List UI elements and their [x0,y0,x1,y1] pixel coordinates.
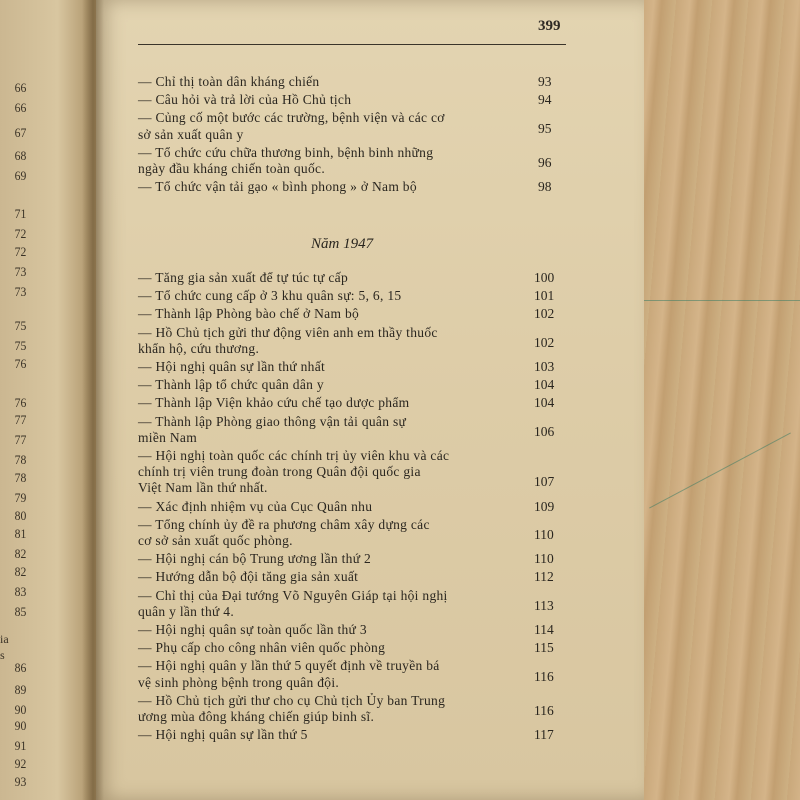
toc-page-number: 93 [538,74,552,89]
left-page-number: 77 [14,432,27,447]
left-page-number: 66 [14,80,27,95]
toc-entry-line: cơ sở sản xuất quốc phòng. [138,533,293,548]
toc-page-number: 117 [534,727,554,743]
toc-page-number: 114 [534,622,554,637]
page-number: 399 [538,18,561,34]
toc-entry-line: — Hội nghị quân sự lần thứ 5 [138,727,308,743]
toc-page-number: 104 [534,395,555,411]
toc-entry-line: — Hướng dẫn bộ đội tăng gia sản xuất [138,569,359,585]
left-page-number: 68 [14,148,27,163]
left-page-number: 90 [14,702,27,717]
toc-entry-line: quân y lần thứ 4. [138,603,235,619]
wooden-surface [640,0,800,800]
toc-page-number: 107 [534,474,555,490]
toc-entry-line: — Hồ Chủ tịch gửi thư cho cụ Chủ tịch Ủy ban Trung [138,692,446,708]
toc-entry-line: — Thành lập Phòng giao thông vận tải quân sự [138,413,407,429]
toc-entry-line: — Thành lập Viện khảo cứu chế tạo dược phẩm [138,395,410,411]
book-gutter [82,0,104,800]
toc-page-number: 96 [538,155,552,170]
toc-entry-line: — Củng cố một bước các trường, bệnh viện và các cơ [138,110,445,126]
left-page-number: 78 [14,452,27,467]
toc-page-number: 102 [534,306,555,322]
toc-entry-line: — Hội nghị quân sự toàn quốc lần thứ 3 [138,622,367,637]
left-page-number: 80 [14,508,27,523]
toc-entry-line: — Thành lập Phòng bào chế ở Nam bộ [138,306,360,322]
toc-page-number: 103 [534,359,555,374]
toc-entry-line: — Tăng gia sản xuất để tự túc tự cấp [138,270,349,285]
toc-page-number: 110 [534,527,554,542]
left-page-number: 76 [14,395,27,410]
left-page-number: 91 [14,738,27,753]
left-page-number: 82 [14,564,27,579]
toc-page-number: 100 [534,270,555,285]
toc-page-number: 102 [534,334,555,350]
left-page-number: 72 [14,244,27,259]
left-page-number: 79 [14,490,27,505]
wood-line [640,300,800,301]
toc-page-number: 116 [534,668,554,684]
toc-entry-line: — Tổ chức vận tải gạo « bình phong » ở Nam bộ [138,179,417,195]
toc-entry-line: Việt Nam lần thứ nhất. [138,480,268,496]
toc-entry-line: — Chỉ thị của Đại tướng Võ Nguyên Giáp tại hội nghị [138,587,448,603]
left-page-number: 83 [14,584,27,599]
left-page-number: 93 [14,774,27,789]
left-page-number: 77 [14,412,27,427]
toc-entry-line: — Tổng chính ủy đề ra phương châm xây dựng các [138,516,430,532]
toc-entry-line: chính trị viên trung đoàn trong Quân đội quốc gia [138,464,421,480]
toc-page-number: 106 [534,423,555,439]
right-page [96,0,644,800]
toc-entry-line: — Hội nghị quân sự lần thứ nhất [138,359,326,374]
toc-page-number: 95 [538,120,552,136]
toc-page-number: 116 [534,703,554,718]
left-page-number: 89 [14,682,27,697]
toc-page-number: 110 [534,551,554,567]
toc-entry-line: khẩn hộ, cứu thương. [138,340,260,356]
toc-entry-line: miền Nam [138,429,198,445]
toc-page-number: 112 [534,569,554,585]
left-page-number: 90 [14,718,27,733]
left-page-number: 76 [14,356,27,371]
left-page-number: 75 [14,338,27,353]
toc-page-number: 101 [534,288,555,304]
left-page-number: 81 [14,526,27,541]
toc-entry-line: — Thành lập tổ chức quân dân y [138,377,324,393]
toc-entry-line: — Chỉ thị toàn dân kháng chiến [138,74,320,89]
year-heading: Năm 1947 [311,236,374,252]
toc-page-number: 109 [534,498,555,514]
toc-entry-line: — Hội nghị quân y lần thứ 5 quyết định về truyền bá [138,658,440,674]
left-page-fragment: s [0,648,5,662]
left-page-number: 86 [14,660,27,675]
toc-entry-line: — Phụ cấp cho công nhân viên quốc phòng [138,640,386,656]
toc-page-number: 98 [538,179,552,195]
left-page-number: 73 [14,264,27,279]
toc-entry-line: sở sản xuất quân y [138,126,244,142]
toc-entry-line: — Hồ Chủ tịch gửi thư động viên anh em thầy thuốc [138,324,438,340]
header-rule [138,44,566,45]
left-page-number: 92 [14,756,27,771]
left-page-number: 85 [14,604,27,619]
toc-entry-line: — Câu hỏi và trả lời của Hồ Chủ tịch [138,92,352,108]
toc-page-number: 113 [534,597,554,613]
left-page-number: 82 [14,546,27,561]
toc-entry-line: — Tổ chức cứu chữa thương binh, bệnh binh những [138,144,434,160]
left-page-fragment: ia [0,632,9,646]
toc-entry-line: — Xác định nhiệm vụ của Cục Quân nhu [138,498,373,514]
toc-entry-line: — Hội nghị toàn quốc các chính trị ủy viên khu và các [138,448,450,463]
left-page-number: 71 [14,206,27,221]
toc-page-number: 94 [538,92,552,108]
toc-entry-line: ương mùa đông kháng chiến giúp binh sĩ. [138,709,375,724]
toc-page-number: 104 [534,377,555,393]
left-page-number: 73 [14,284,27,299]
left-page-number: 67 [14,125,27,140]
toc-page-number: 115 [534,640,554,656]
toc-entry-line: vệ sinh phòng bệnh trong quân đội. [138,674,340,690]
toc-entry-line: ngày đầu kháng chiến toàn quốc. [138,161,325,176]
toc-entry-line: — Tổ chức cung cấp ở 3 khu quân sự: 5, 6, 15 [138,288,402,304]
left-page-number: 75 [14,318,27,333]
left-page-number: 69 [14,168,27,183]
left-page-number: 78 [14,470,27,485]
left-page-number: 72 [14,226,27,241]
toc-entry-line: — Hội nghị cán bộ Trung ương lần thứ 2 [138,551,372,567]
left-page-number: 66 [14,100,27,115]
